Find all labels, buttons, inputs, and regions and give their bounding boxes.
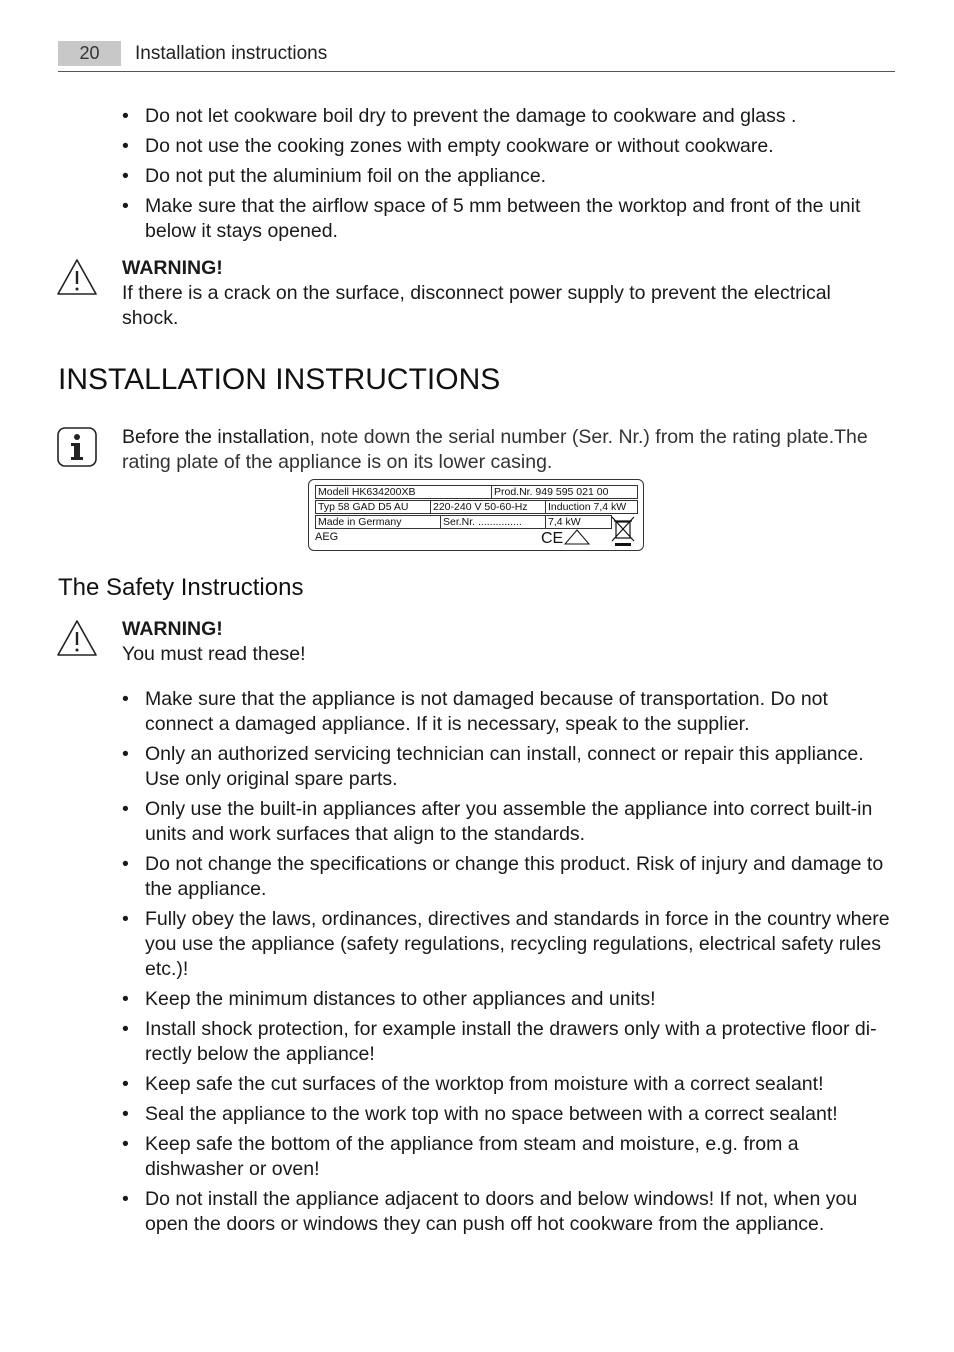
list-item: • Only an authorized servicing technician can install, connect or repair this appliance. Use only original spare parts. [122, 742, 892, 792]
list-item: • Keep safe the bottom of the appliance from steam and moisture, e.g. from a dishwasher or oven! [122, 1132, 892, 1182]
warning-text: You must read these! [122, 643, 306, 665]
warning-triangle-icon [56, 257, 98, 299]
warning-block-crack [122, 256, 882, 331]
section-title: INSTALLATION INSTRUCTIONS [58, 363, 501, 396]
running-title: Installation instructions [135, 43, 328, 64]
page-header [58, 40, 895, 72]
plate-brand: AEG [315, 531, 339, 543]
warning-title: WARNING! [122, 257, 223, 279]
list-item: • Do not install the appliance adjacent to doors and below windows! If not, when you open the doors or windows they can push off hot cookware from the appliance. [122, 1187, 892, 1237]
rating-plate-image [308, 479, 644, 551]
info-lead: Before the installation [122, 426, 310, 448]
weee-bin-icon [609, 514, 637, 548]
plate-voltage: 220-240 V 50-60-Hz [430, 500, 546, 514]
list-item: • Install shock protection, for example install the drawers only with a protective floor di-rectly below the appliance! [122, 1017, 892, 1067]
list-item: • Do not use the cooking zones with empty cookware or without cookware. [122, 134, 892, 159]
warning-triangle-icon [56, 618, 98, 660]
list-item: • Make sure that the appliance is not damaged because of transportation. Do not connect a damaged appliance. If it is necessary, speak to the supplier. [122, 687, 892, 737]
list-item: • Do not put the aluminium foil on the appliance. [122, 164, 892, 189]
plate-type: Typ 58 GAD D5 AU [315, 500, 431, 514]
warning-title: WARNING! [122, 618, 223, 640]
list-item: • Make sure that the airflow space of 5 mm between the worktop and front of the unit below it stays opened. [122, 194, 892, 244]
plate-ser-nr: Ser.Nr. ............... [440, 515, 546, 529]
list-item: • Keep the minimum distances to other appliances and units! [122, 987, 892, 1012]
list-item: • Fully obey the laws, ordinances, directives and standards in force in the country where you use the appliance (safety regulations, recycling regulations, electrical safety rules etc.)! [122, 907, 892, 982]
subsection-title: The Safety Instructions [58, 574, 304, 601]
info-text: , note down the serial number (Ser. Nr.) from the rating plate.The rating plate of the appliance is on its lower casing. [122, 426, 868, 473]
list-item: • Do not change the specifications or change this product. Risk of injury and damage to the appliance. [122, 852, 892, 902]
list-item: • Keep safe the cut surfaces of the worktop from moisture with a correct sealant! [122, 1072, 892, 1097]
plate-power: 7,4 kW [545, 515, 612, 529]
plate-induction: Induction 7,4 kW [545, 500, 638, 514]
ce-mark-text: CE [541, 530, 564, 547]
list-item: • Seal the appliance to the work top with no space between with a correct sealant! [122, 1102, 892, 1127]
info-icon [56, 426, 98, 468]
top-bullet-list [122, 104, 892, 249]
plate-prod-nr: Prod.Nr. 949 595 021 00 [491, 485, 638, 499]
warning-text: If there is a crack on the surface, disconnect power supply to prevent the electrical shock. [122, 282, 831, 329]
list-item: • Do not let cookware boil dry to prevent the damage to cookware and glass . [122, 104, 892, 129]
list-item: • Only use the built-in appliances after you assemble the appliance into correct built-in units and work surfaces that align to the standards. [122, 797, 892, 847]
plate-model: Modell HK634200XB [315, 485, 492, 499]
plate-made-in: Made in Germany [315, 515, 441, 529]
warning-block-read [122, 617, 882, 667]
info-block-serial [122, 425, 882, 475]
safety-bullet-list [122, 687, 892, 1242]
page-number: 20 [58, 41, 121, 66]
ce-mark-icon [541, 527, 593, 547]
